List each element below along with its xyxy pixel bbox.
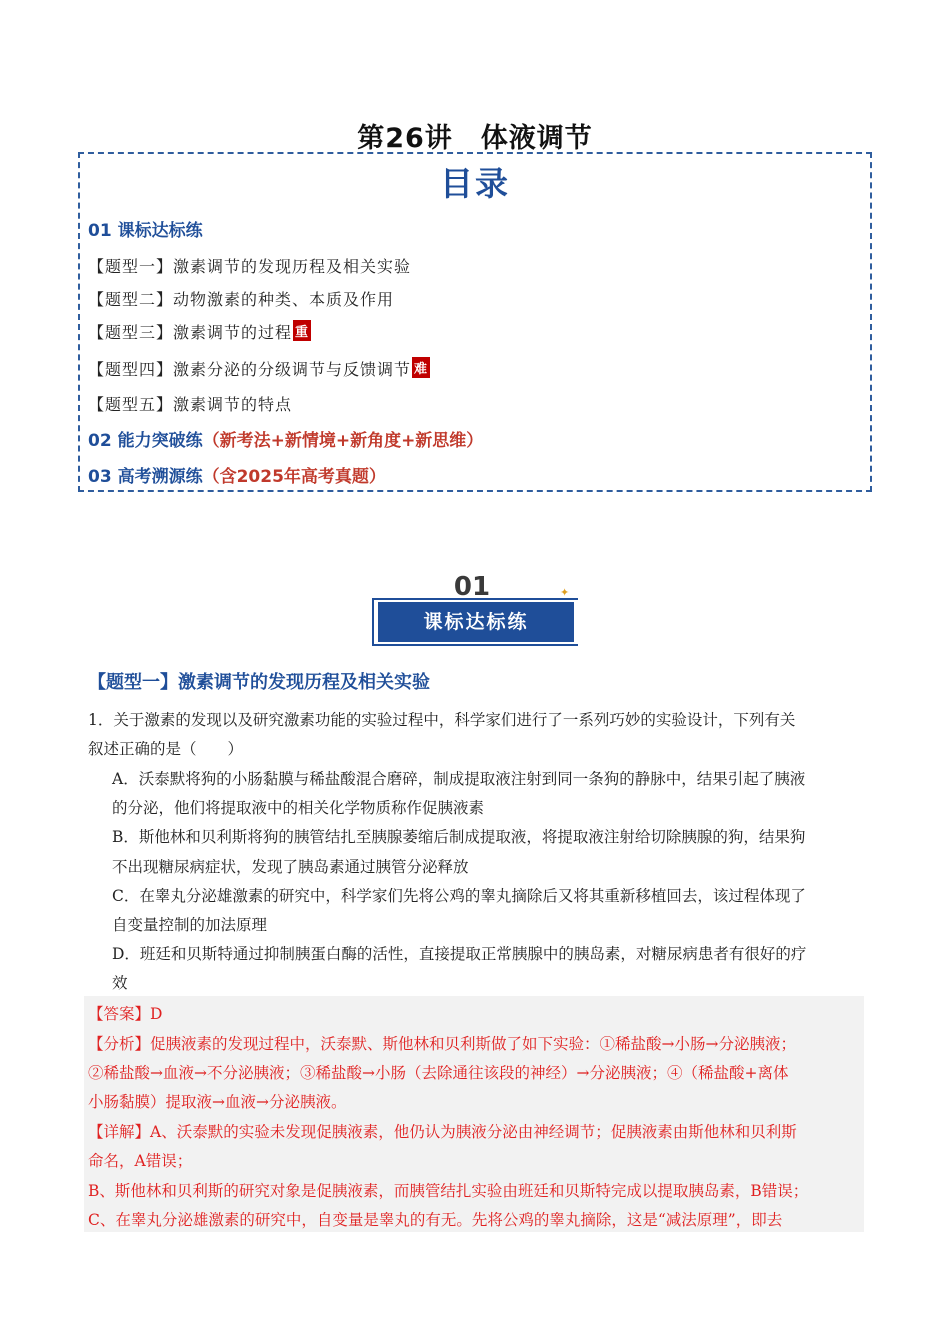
option-a: 的分泌，他们将提取液中的相关化学物质称作促胰液素 (112, 799, 485, 817)
option-c: 自变量控制的加法原理 (112, 916, 268, 934)
option-b: 不出现糖尿病症状，发现了胰岛素通过胰管分泌释放 (112, 858, 469, 876)
toc-section-2-note: （新考法+新情境+新角度+新思维） (202, 431, 484, 451)
toc-section-1[interactable]: 01 课标达标练 (88, 221, 203, 241)
toc-item-5[interactable] (88, 392, 292, 415)
option-b: B．斯他林和贝利斯将狗的胰管结扎至胰腺萎缩后制成提取液，将提取液注射给切除胰腺的狗，结果狗 (112, 828, 806, 846)
analysis-line: 【分析】促胰液素的发现过程中，沃泰默、斯他林和贝利斯做了如下实验：①稀盐酸→小肠→分泌胰液； (88, 1035, 796, 1053)
toc-item-label: 【题型三】激素调节的过程 (88, 323, 293, 342)
analysis-line: 小肠黏膜）提取液→血液→分泌胰液。 (88, 1093, 347, 1111)
section-banner (372, 572, 582, 652)
page-title: 第26讲 体液调节 (357, 123, 593, 154)
analysis-line: ②稀盐酸→血液→不分泌胰液；③稀盐酸→小肠（去除通往该段的神经）→分泌胰液；④（稀盐酸+离体 (88, 1064, 789, 1082)
toc-item-2[interactable] (88, 287, 394, 310)
question-stem: 1．关于激素的发现以及研究激素功能的实验过程中，科学家们进行了一系列巧妙的实验设计，下列有关 (88, 711, 796, 729)
banner-label: 课标达标练 (378, 602, 574, 642)
toc-item-1[interactable] (88, 254, 411, 277)
question-stem: 叙述正确的是（ ） (88, 740, 244, 758)
toc-section-2[interactable] (88, 426, 483, 451)
option-c: C．在睾丸分泌雄激素的研究中，科学家们先将公鸡的睾丸摘除后又将其重新移植回去，该过程体现了 (112, 887, 806, 905)
banner-number: 01 (453, 572, 491, 602)
option-a: A．沃泰默将狗的小肠黏膜与稀盐酸混合磨碎，制成提取液注射到同一条狗的静脉中，结果引起了胰液 (112, 770, 806, 788)
toc-item-label: 【题型二】动物激素的种类、本质及作用 (88, 290, 395, 309)
detail-line: 命名，A错误； (88, 1152, 193, 1170)
toc-item-label: 【题型五】激素调节的特点 (88, 395, 293, 414)
detail-line: B、斯他林和贝利斯的研究对象是促胰液素，而胰管结扎实验由班廷和贝斯特完成以提取胰岛素，B错误； (88, 1182, 809, 1200)
toc-section-2-label: 02 能力突破练 (88, 431, 203, 451)
toc-section-3-note: （含2025年高考真题） (202, 467, 386, 487)
toc-item-label: 【题型四】激素分泌的分级调节与反馈调节 (88, 360, 412, 379)
question-type-heading: 【题型一】激素调节的发现历程及相关实验 (88, 672, 430, 693)
toc-section-3-label: 03 高考溯源练 (88, 467, 203, 487)
toc-item-3[interactable] (88, 320, 311, 343)
toc-section-3[interactable] (88, 462, 386, 487)
detail-line: 【详解】A、沃泰默的实验未发现促胰液素，他仍认为胰液分泌由神经调节；促胰液素由斯他林和贝利斯 (88, 1123, 797, 1141)
toc-item-4[interactable] (88, 357, 430, 380)
detail-line: C、在睾丸分泌雄激素的研究中，自变量是睾丸的有无。先将公鸡的睾丸摘除，这是“减法原理”，即去 (88, 1211, 783, 1229)
toc-heading: 目录 (440, 164, 510, 203)
option-d: 效 (112, 974, 128, 992)
answer-line: 【答案】D (88, 1005, 163, 1023)
toc-item-label: 【题型一】激素调节的发现历程及相关实验 (88, 257, 412, 276)
sparkle-icon: ✦ (560, 586, 570, 599)
key-point-badge: 重 (293, 320, 311, 341)
table-of-contents (78, 152, 872, 492)
option-d: D．班廷和贝斯特通过抑制胰蛋白酶的活性，直接提取正常胰腺中的胰岛素，对糖尿病患者有很好的疗 (112, 945, 807, 963)
difficult-badge: 难 (412, 357, 430, 378)
